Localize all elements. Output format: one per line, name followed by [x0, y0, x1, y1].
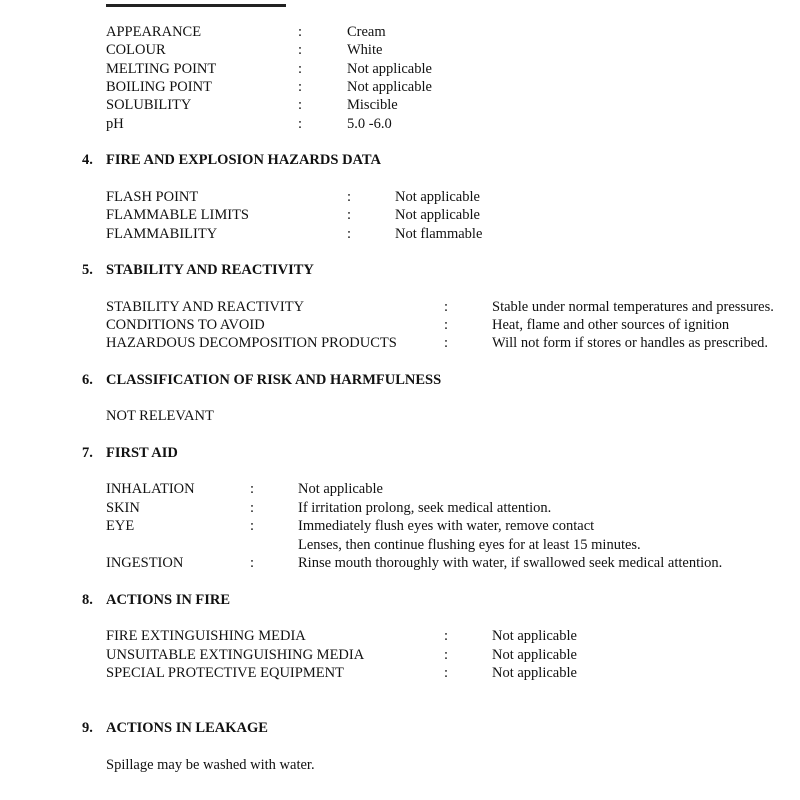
section-6-text: NOT RELEVANT: [106, 408, 214, 424]
section-7-title: FIRST AID: [106, 445, 178, 461]
s5-label: CONDITIONS TO AVOID: [106, 317, 265, 333]
s3-label: COLOUR: [106, 42, 166, 58]
s3-label: pH: [106, 116, 124, 132]
s4-label: FLAMMABLE LIMITS: [106, 207, 249, 223]
section-6-title: CLASSIFICATION OF RISK AND HARMFULNESS: [106, 372, 442, 388]
s5-value: Heat, flame and other sources of ignition: [492, 317, 730, 333]
s5-value: Will not form if stores or handles as prescribed.: [492, 335, 769, 351]
s3-sep: :: [298, 61, 303, 77]
s5-label: HAZARDOUS DECOMPOSITION PRODUCTS: [106, 335, 397, 351]
s7-value-continued: Lenses, then continue flushing eyes for at least 15 minutes.: [298, 537, 641, 553]
section-5-title: STABILITY AND REACTIVITY: [106, 262, 314, 278]
s8-label: FIRE EXTINGUISHING MEDIA: [106, 628, 306, 644]
s7-sep: :: [250, 500, 255, 516]
s8-sep: :: [444, 628, 449, 644]
section-6-heading: 6. CLASSIFICATION OF RISK AND HARMFULNESS: [82, 372, 442, 388]
s7-value: Immediately flush eyes with water, remove contact: [298, 518, 595, 534]
s3-sep: :: [298, 24, 303, 40]
s7-label: EYE: [106, 518, 135, 534]
section-4-heading: 4. FIRE AND EXPLOSION HAZARDS DATA: [82, 152, 381, 168]
section-5-heading: 5. STABILITY AND REACTIVITY: [82, 262, 314, 278]
s3-sep: :: [298, 97, 303, 113]
s7-sep: :: [250, 555, 255, 571]
s5-sep: :: [444, 317, 449, 333]
s8-value: Not applicable: [492, 665, 577, 681]
s7-value: If irritation prolong, seek medical attention.: [298, 500, 552, 516]
s4-value: Not flammable: [395, 226, 483, 242]
s3-value: Cream: [347, 24, 386, 40]
s3-label: MELTING POINT: [106, 61, 217, 77]
s5-label: STABILITY AND REACTIVITY: [106, 299, 305, 315]
s7-label: INHALATION: [106, 481, 195, 497]
s3-value: Miscible: [347, 97, 398, 113]
s4-value: Not applicable: [395, 189, 480, 205]
s4-sep: :: [347, 226, 352, 242]
s7-value: Not applicable: [298, 481, 383, 497]
s7-value: Rinse mouth thoroughly with water, if swallowed seek medical attention.: [298, 555, 723, 571]
s7-sep: :: [250, 481, 255, 497]
s8-value: Not applicable: [492, 628, 577, 644]
section-9-heading: 9. ACTIONS IN LEAKAGE: [82, 720, 268, 736]
section-7-heading: 7. FIRST AID: [82, 445, 178, 461]
s5-sep: :: [444, 299, 449, 315]
s7-label: SKIN: [106, 500, 140, 516]
s3-value: 5.0 -6.0: [347, 116, 392, 132]
s4-value: Not applicable: [395, 207, 480, 223]
s5-value: Stable under normal temperatures and pressures.: [492, 299, 774, 315]
s3-value: Not applicable: [347, 61, 432, 77]
s7-label: INGESTION: [106, 555, 184, 571]
s8-label: SPECIAL PROTECTIVE EQUIPMENT: [106, 665, 344, 681]
section-9-title: ACTIONS IN LEAKAGE: [106, 720, 268, 736]
s4-sep: :: [347, 189, 352, 205]
s8-value: Not applicable: [492, 647, 577, 663]
section-8-heading: 8. ACTIONS IN FIRE: [82, 592, 231, 608]
s4-label: FLAMMABILITY: [106, 226, 218, 242]
s3-value: Not applicable: [347, 79, 432, 95]
s3-label: SOLUBILITY: [106, 97, 192, 113]
section-8-title: ACTIONS IN FIRE: [106, 592, 231, 608]
s8-sep: :: [444, 665, 449, 681]
s3-label: APPEARANCE: [106, 24, 202, 40]
s3-label: BOILING POINT: [106, 79, 212, 95]
section-4-title: FIRE AND EXPLOSION HAZARDS DATA: [106, 152, 381, 168]
s4-label: FLASH POINT: [106, 189, 199, 205]
s5-sep: :: [444, 335, 449, 351]
s3-sep: :: [298, 79, 303, 95]
s7-sep: :: [250, 518, 255, 534]
s3-sep: :: [298, 116, 303, 132]
s4-sep: :: [347, 207, 352, 223]
section-9-text: Spillage may be washed with water.: [106, 757, 315, 773]
s8-sep: :: [444, 647, 449, 663]
s8-label: UNSUITABLE EXTINGUISHING MEDIA: [106, 647, 365, 663]
s3-sep: :: [298, 42, 303, 58]
section-3-heading-cropped: [82, 0, 286, 7]
s3-value: White: [347, 42, 383, 58]
